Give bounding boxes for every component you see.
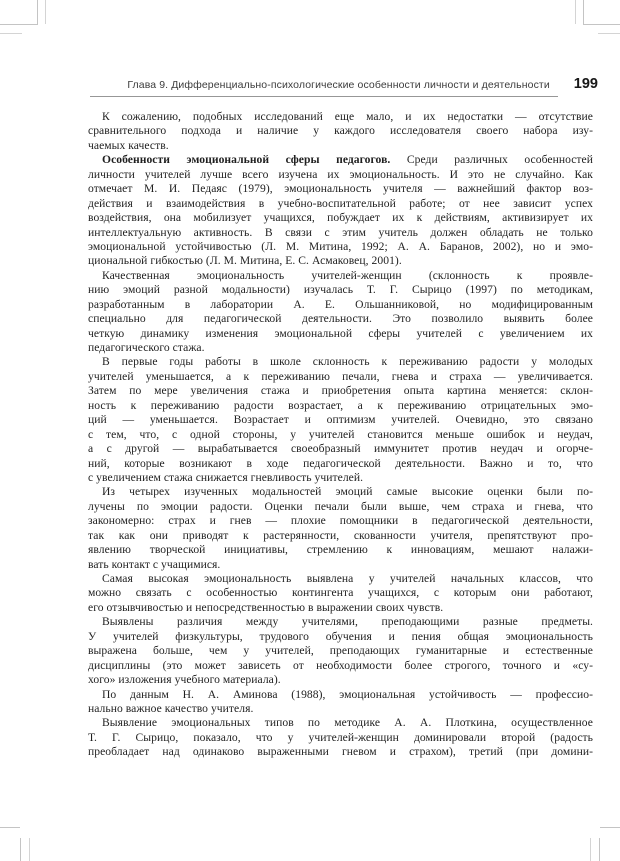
text-line: специально для педагогической деятельности. Это позволило выявить более <box>88 312 593 326</box>
page-number: 199 <box>573 76 598 92</box>
crop-mark <box>45 0 46 24</box>
crop-mark <box>575 0 576 24</box>
crop-mark <box>0 33 22 34</box>
text-line: интеллектуальную активность. В связи с этим учитель должен обладать не только <box>88 225 593 239</box>
text-line: а с другой — вырабатывается своеобразный иммунитет против неудач и огорче- <box>88 442 593 456</box>
crop-mark <box>600 827 620 828</box>
text-line: В первые годы работы в школе склонность к переживанию радости у молодых <box>102 355 593 369</box>
text-line: ний, которые возникают в ходе педагогической деятельности. Важно и то, что <box>88 456 593 470</box>
paragraph-bold-lead: Особенности эмоциональной сферы педагогов. <box>102 153 391 167</box>
text-line: четкую динамику изменения эмоциональной сферы учителей с увеличением их <box>88 326 593 340</box>
text-line: циональной гибкостью (Л. М. Митина, Е. С. Асмаковец, 2001). <box>88 254 402 268</box>
text-line: сравнительного подхода и наличие у каждого исследователя своего набора изу- <box>88 124 593 138</box>
text-line: Выявление эмоциональных типов по методике А. А. Плоткина, осуществленное <box>102 716 593 730</box>
crop-mark <box>590 838 591 861</box>
text-line: Самая высокая эмоциональность выявлена у учителей начальных классов, что <box>102 572 593 585</box>
text-line: К сожалению, подобных исследований еще мало, и их недостатки — отсутствие <box>102 110 593 123</box>
text-line: Из четырех изученных модальностей эмоций самые высокие оценки были по- <box>102 485 593 499</box>
crop-mark <box>20 838 21 861</box>
body-text <box>88 110 593 760</box>
text-line: ность к переживанию радости возрастает, а к переживанию отрицательных эмо- <box>88 398 593 412</box>
text-line: ций — уменьшается. Возрастает и оптимизм учителей. Очевидно, это связано <box>88 413 593 427</box>
text-line: дисциплины (это может зависеть от необходимости более строгого, точного и «су- <box>88 658 593 672</box>
text-line: выражена больше, чем у учителей, преподающих гуманитарные и естественные <box>88 644 593 658</box>
text-line: отмечает М. И. Педаяс (1979), эмоциональность учителя — важнейший фактор воз- <box>88 182 593 196</box>
crop-mark <box>29 838 30 861</box>
crop-mark <box>0 24 38 25</box>
text-line: с тем, что, с одной стороны, у учителей становится меньше ошибок и неудач, <box>88 427 593 441</box>
text-line: действия и взаимодействия в учебно-воспитательной работе; от нее зависит успех <box>88 196 593 210</box>
text-line: Затем по мере увеличения стажа и приобретения опыта картина меняется: склон- <box>88 384 593 398</box>
text-line: закономерно: страх и гнев — плохие помощники в педагогической деятельности, <box>88 514 593 528</box>
text-line: лучены по эмоции радости. Оценки печали были выше, чем страха и гнева, что <box>88 499 593 513</box>
text-line: личности учителей лучше всего изучена их эмоциональность. И это не случайно. Как <box>88 167 593 181</box>
text-line: По данным Н. А. Аминова (1988), эмоциональная устойчивость — профессио- <box>102 687 593 701</box>
text-line: явлению творческой инициативы, стремлению к инновациям, мешают налажи- <box>88 543 593 557</box>
crop-mark <box>598 33 620 34</box>
running-header: Глава 9. Дифференциально-психологические особенности личности и деятельности <box>90 79 558 97</box>
text-line: воздействия, она мобилизует учащихся, побуждает их к действиям, активизирует их <box>88 211 593 225</box>
text-line: нию эмоций разной модальности) изучалась Т. Г. Сырицо (1997) по методикам, <box>88 283 593 297</box>
text-line: так как они приводят к растерянности, скованности учителя, препятствуют про- <box>88 528 593 542</box>
text-line: эмоциональной устойчивостью (Л. М. Митина, 1992; А. А. Баранов, 2002), но и эмо- <box>88 239 593 253</box>
text-line: хого» изложения учебного материала). <box>88 673 281 687</box>
crop-mark <box>583 0 584 24</box>
text-line: с увеличением стажа снижается гневливость учителей. <box>88 470 364 484</box>
text-line: педагогического стажа. <box>88 341 205 354</box>
text-line: Качественная эмоциональность учителей-женщин (склонность к проявле- <box>102 268 593 282</box>
text-line: У учителей физкультуры, трудового обучения и пения общая эмоциональность <box>88 629 593 643</box>
text-line: можно связать с особенностью контингента учащихся, с которым они работают, <box>88 586 593 600</box>
text-line: преобладает над одинаково выраженными гневом и страхом), третий (при домини- <box>88 745 593 759</box>
page-header <box>90 76 598 97</box>
text-line: чаемых качеств. <box>88 138 169 152</box>
text-line: Т. Г. Сырицо, показало, что у учителей-женщин доминировали второй (радость <box>88 730 593 744</box>
crop-mark <box>583 24 620 25</box>
text-line: его отзывчивостью и непосредственностью в выражении своих чувств. <box>88 600 444 614</box>
text-line: нально важное качество учителя. <box>88 701 254 715</box>
text-line: учителей уменьшается, а к переживанию печали, гнева и страха — увеличивается. <box>88 369 593 383</box>
crop-mark <box>0 827 20 828</box>
text-line: вать контакт с учащимися. <box>88 557 221 571</box>
text-line: Особенности эмоциональной сферы педагогов. Среди различных особенностей <box>102 153 593 167</box>
crop-mark <box>37 0 38 24</box>
crop-mark <box>599 838 600 861</box>
text-line: Выявлены различия между учителями, преподающими разные предметы. <box>102 615 593 629</box>
text-line: разработанным в лаборатории А. Е. Ольшанниковой, но модифицированным <box>88 297 593 311</box>
